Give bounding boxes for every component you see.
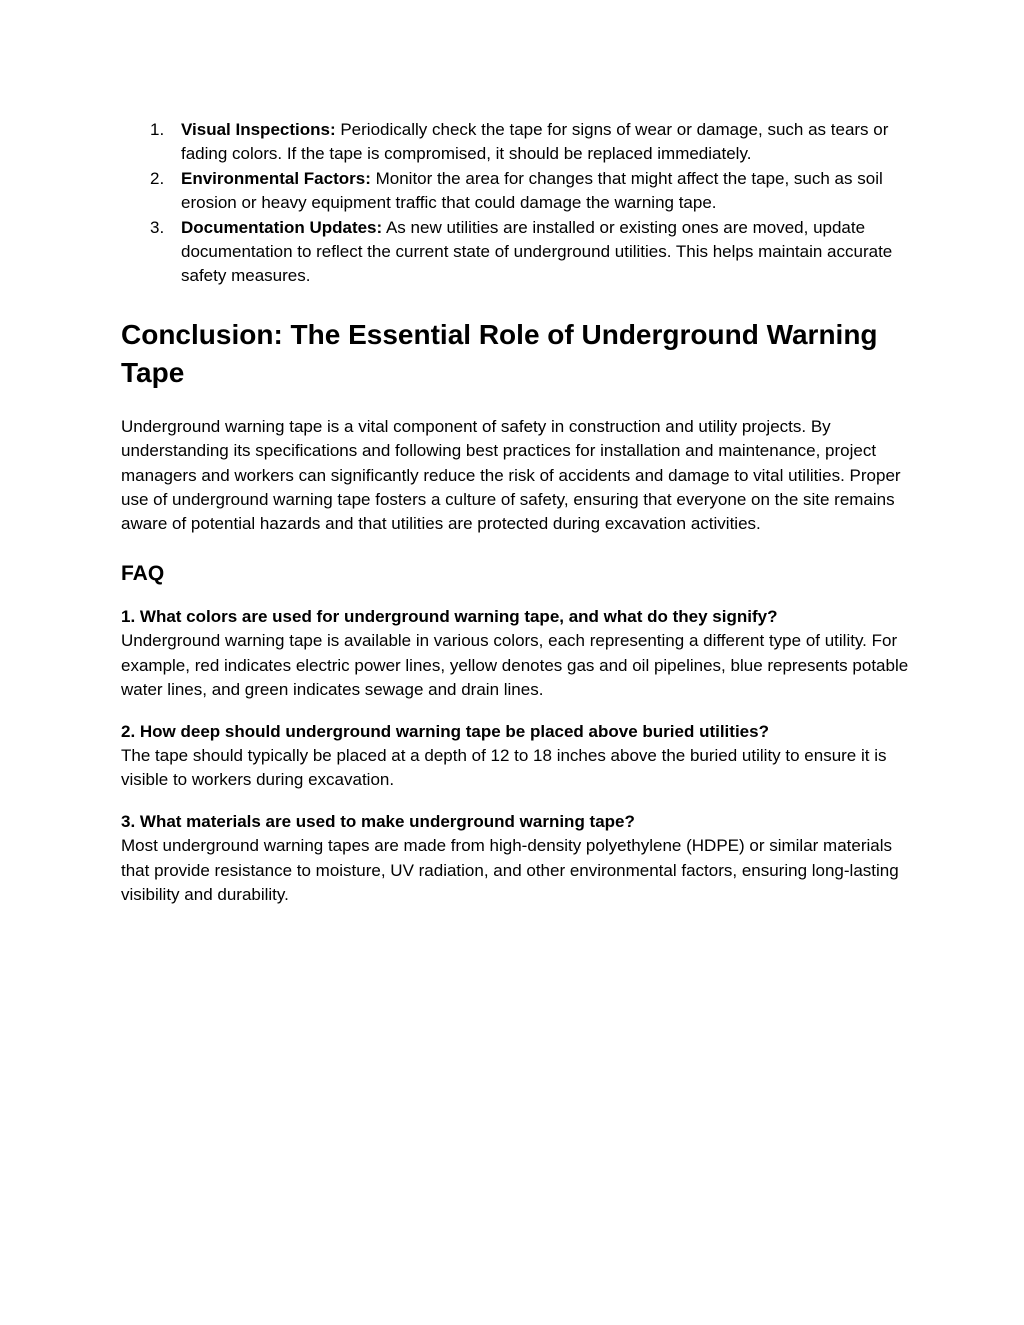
faq-answer: Underground warning tape is available in various colors, each representing a different type of utility. For example, red indicates electric power lines, yellow denotes gas and oil pipelines, blue represents potable water lines, and green indicates sewage and drain lines. [121,631,909,700]
list-item [121,167,911,216]
faq-item [121,720,911,793]
list-item [121,118,911,167]
faq-heading: FAQ [121,561,165,585]
maintenance-steps-list [121,118,911,289]
document-page [121,118,911,907]
list-item-number: 1. [150,120,165,139]
list-item [121,216,911,289]
list-item-number: 3. [150,217,165,237]
faq-question: 1. What colors are used for underground warning tape, and what do they signify? [121,606,778,626]
faq-answer: Most underground warning tapes are made from high-density polyethylene (HDPE) or similar materials that provide resistance to moisture, UV radiation, and other environmental factors, ensuring long-lasting visibility and durability. [121,836,899,904]
list-item-number: 2. [150,168,165,188]
list-item-title: Visual Inspections: [181,120,336,139]
faq-question: 2. How deep should underground warning tape be placed above buried utilities? [121,721,769,741]
faq-item [121,810,911,908]
faq-item [121,605,911,703]
list-item-title: Documentation Updates: [181,217,383,237]
conclusion-heading: Conclusion: The Essential Role of Underground Warning Tape [121,318,878,388]
list-item-text: Monitor the area for changes that might affect the tape, such as soil erosion or heavy equipment traffic that could damage the warning tape. [181,168,883,213]
faq-answer: The tape should typically be placed at a depth of 12 to 18 inches above the buried utility to ensure it is visible to workers during excavation. [121,745,887,790]
conclusion-paragraph: Underground warning tape is a vital component of safety in construction and utility projects. By understanding its specifications and following best practices for installation and maintenance, project managers and workers can significantly reduce the risk of accidents and damage to vital utilities. Proper use of underground warning tape fosters a culture of safety, ensuring that everyone on the site remains aware of potential hazards and that utilities are protected during excavation activities. [121,416,901,534]
faq-question: 3. What materials are used to make underground warning tape? [121,811,635,831]
list-item-title: Environmental Factors: [181,168,371,188]
list-item-text: As new utilities are installed or existing ones are moved, update documentation to reflect the current state of underground utilities. This helps maintain accurate safety measures. [181,217,893,286]
list-item-text: Periodically check the tape for signs of wear or damage, such as tears or fading colors. If the tape is compromised, it should be replaced immediately. [181,120,889,164]
